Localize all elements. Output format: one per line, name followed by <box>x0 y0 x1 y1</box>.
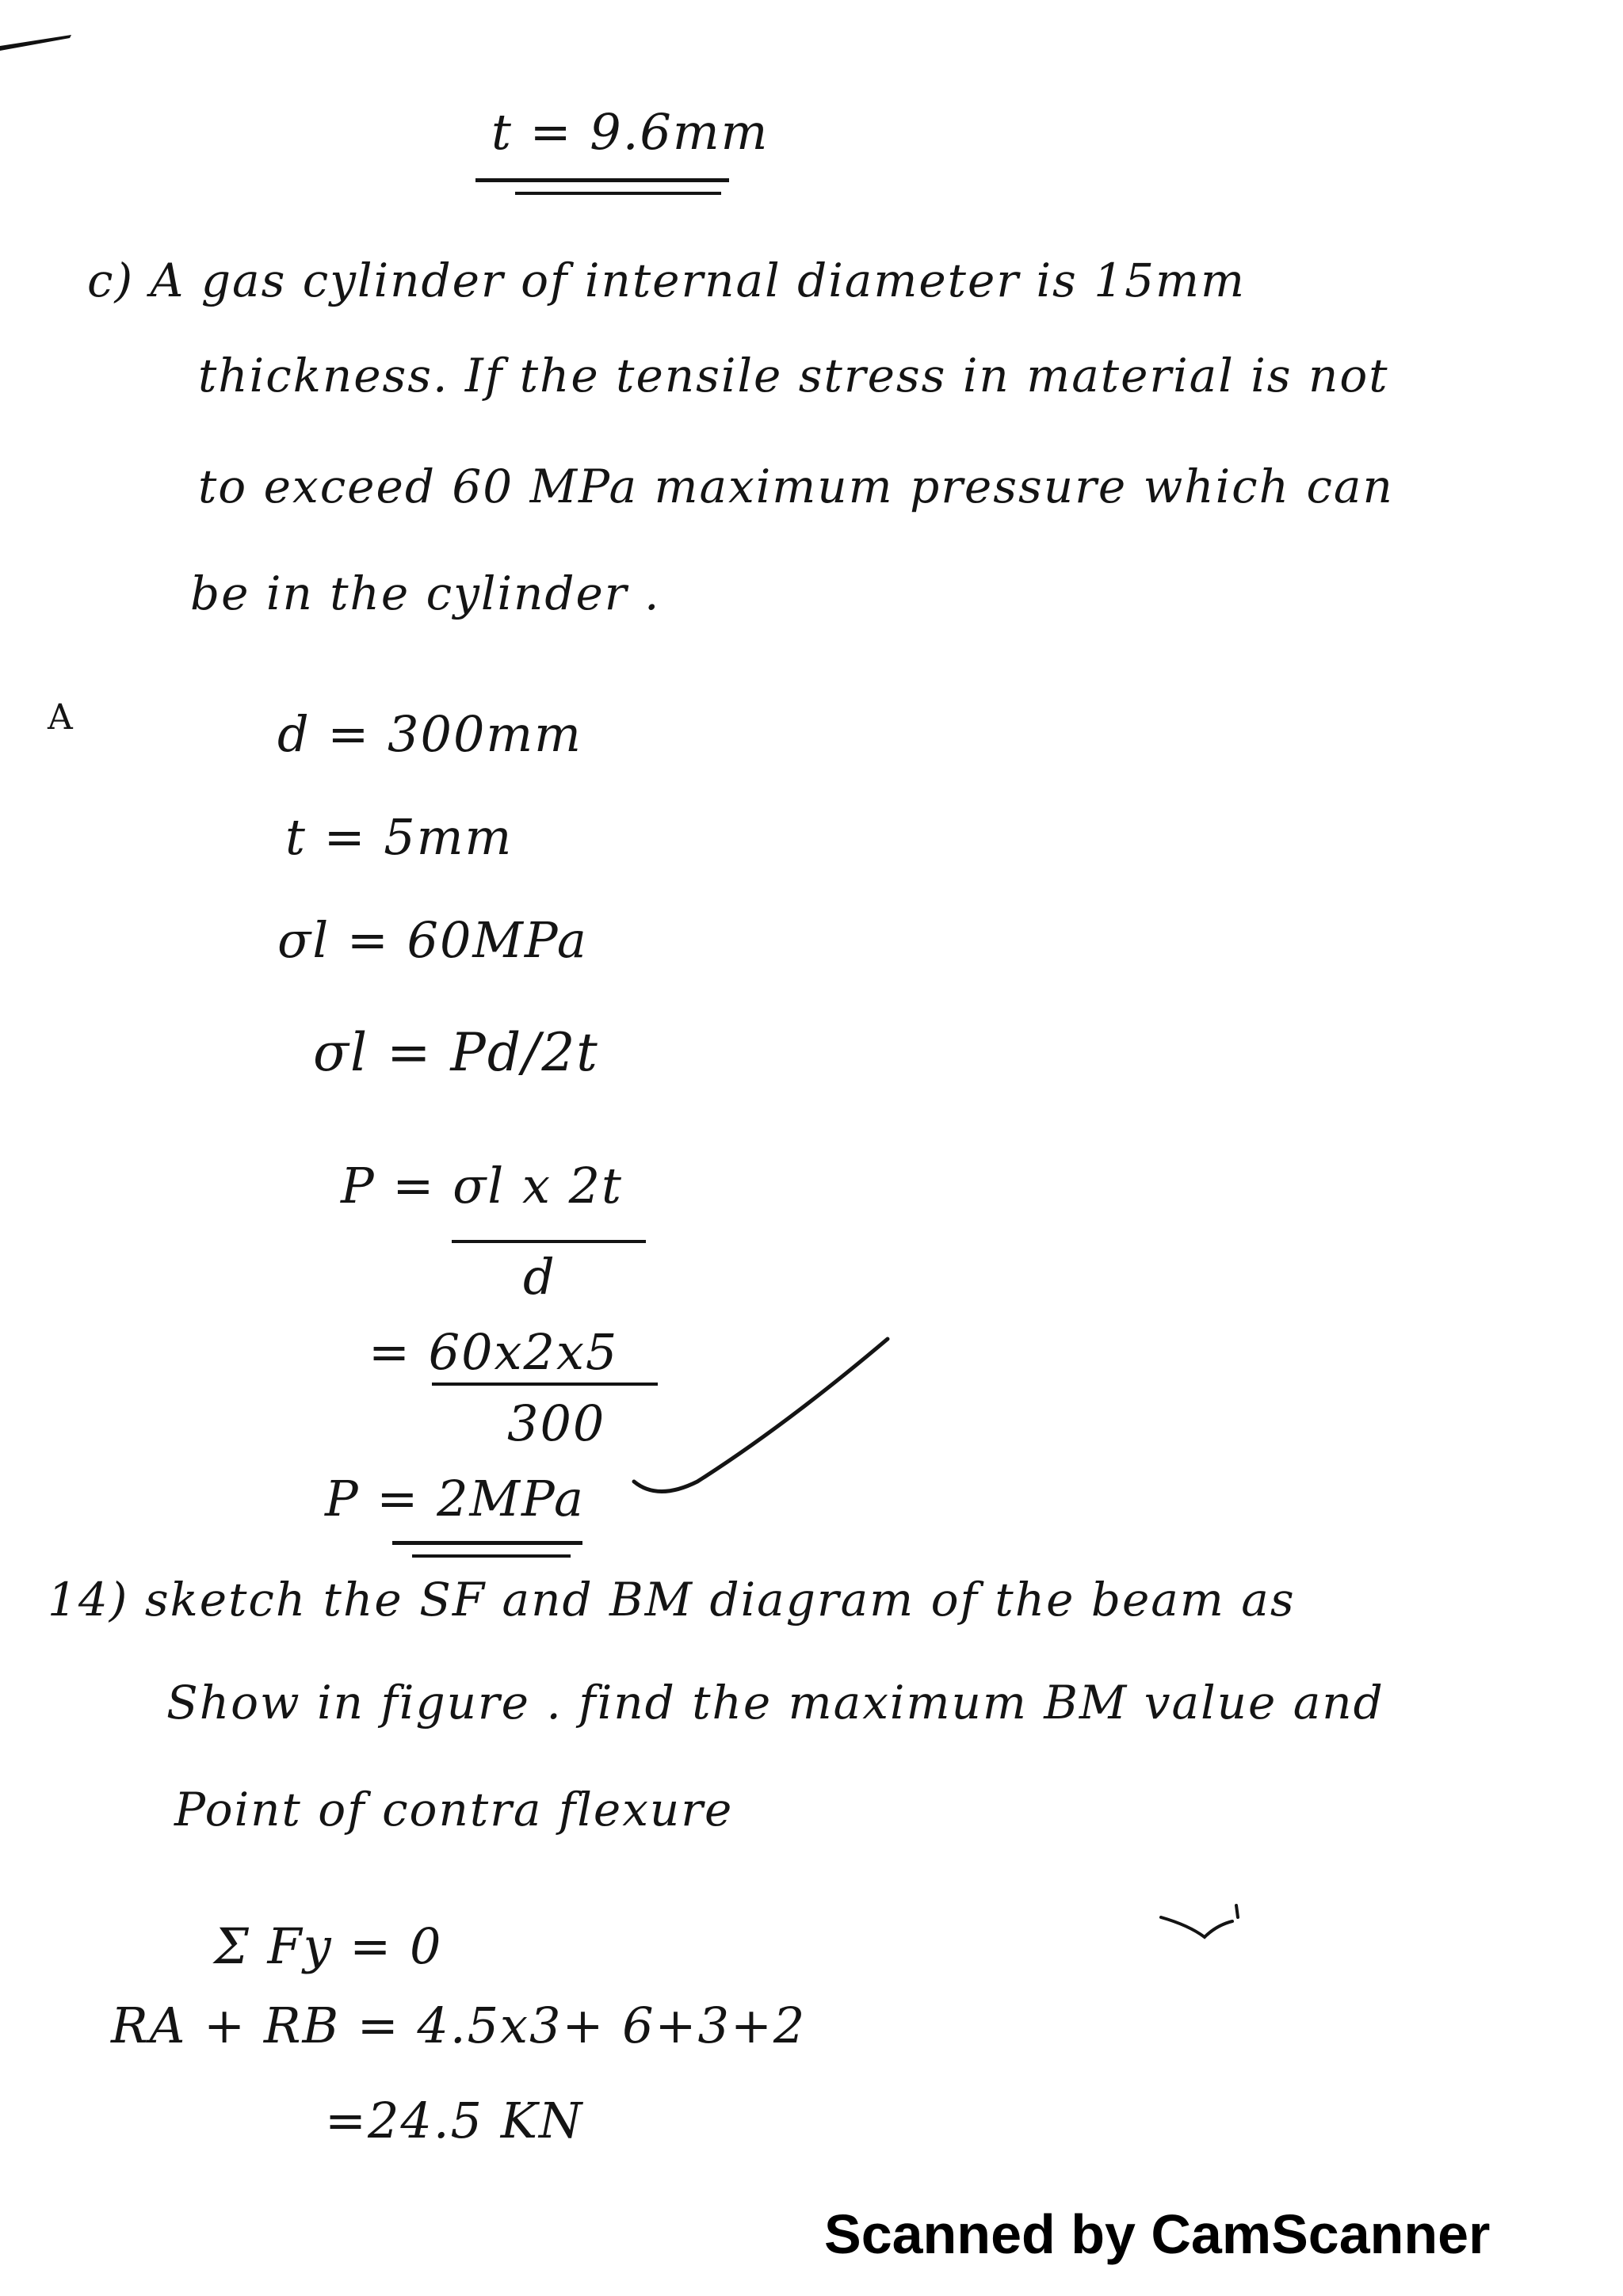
sum-of-forces: Σ Fy = 0 <box>214 1917 443 1975</box>
reactions-total: =24.5 KN <box>325 2092 584 2149</box>
stress-formula: σl = Pd/2t <box>313 1022 599 1083</box>
scan-corner-mark <box>0 32 79 55</box>
substitution-numerator: = 60x2x5 <box>369 1323 619 1381</box>
question-c-line-1: c) A gas cylinder of internal diameter is 15mm <box>87 254 1247 307</box>
pressure-expression-denominator: d <box>523 1248 556 1306</box>
answer-marker: A <box>48 697 74 738</box>
scanner-watermark: Scanned by CamScanner <box>824 2203 1491 2265</box>
substitution-fraction-bar <box>432 1383 658 1386</box>
pressure-fraction-bar <box>452 1240 646 1243</box>
reactions-equation: RA + RB = 4.5x3+ 6+3+2 <box>111 1997 807 2054</box>
question-14-line-3: Point of contra flexure <box>174 1783 734 1836</box>
question-14-line-1: 14) sketch the SF and BM diagram of the beam as <box>48 1573 1296 1627</box>
question-c-line-4: be in the cylinder . <box>190 566 661 620</box>
pressure-result: P = 2MPa <box>325 1470 585 1527</box>
question-c-line-2: thickness. If the tensile stress in material is not <box>198 349 1389 402</box>
check-mark-icon <box>626 1323 896 1505</box>
given-diameter: d = 300mm <box>277 705 582 763</box>
previous-result: t = 9.6mm <box>491 103 769 161</box>
given-stress: σl = 60MPa <box>277 911 588 969</box>
stray-pen-mark-icon <box>1157 1901 1252 1949</box>
pressure-result-underline <box>392 1541 582 1545</box>
result-underline <box>475 178 729 182</box>
question-14-line-2: Show in figure . find the maximum BM value and <box>166 1676 1384 1730</box>
given-thickness: t = 5mm <box>285 808 514 866</box>
question-c-line-3: to exceed 60 MPa maximum pressure which can <box>198 460 1394 513</box>
substitution-denominator: 300 <box>507 1394 606 1452</box>
pressure-expression-numerator: P = σl x 2t <box>341 1157 623 1215</box>
result-underline-2 <box>515 192 721 195</box>
pressure-result-underline-2 <box>412 1554 571 1558</box>
